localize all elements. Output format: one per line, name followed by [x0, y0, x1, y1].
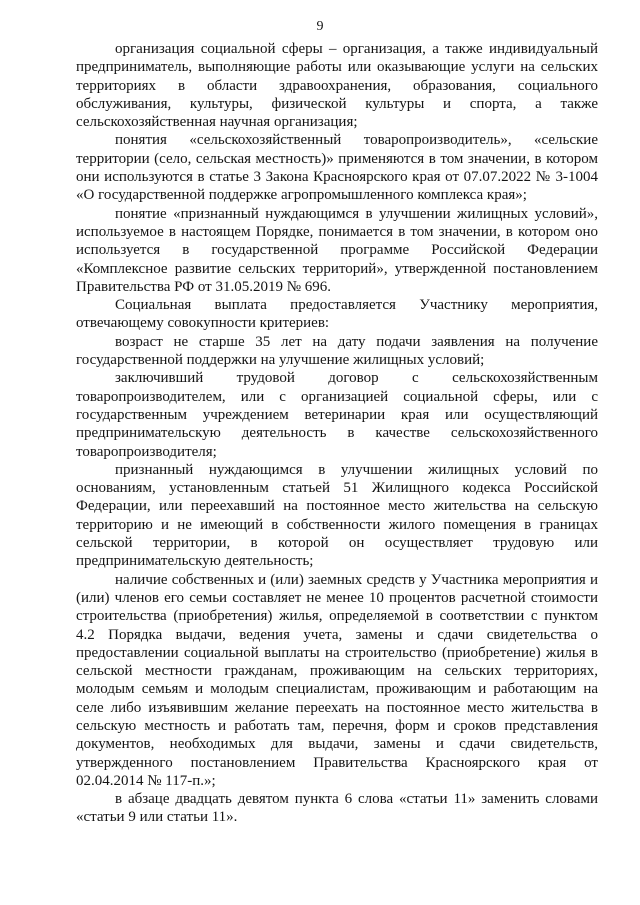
- paragraph-criterion-employment: заключивший трудовой договор с сельскохозяйственным товаропроизводителем, или с организацией социальной сферы, или с государственным учреждением ветеринарии края или осуществляющий предпринимательскую деятельность в качестве сельскохозяйственного товаропроизводителя;: [76, 370, 598, 460]
- document-body: [76, 40, 598, 827]
- paragraph-criterion-housing-need: признанный нуждающимся в улучшении жилищных условий по основаниям, установленным статьей 51 Жилищного кодекса Российской Федерации, или переехавший на постоянное место жительства на сельскую территорию и не имеющий в собственности жилого помещения в границах сельской территории, в которой он осуществляет трудовую или предпринимательскую деятельность;: [76, 461, 598, 570]
- paragraph-social-organization: организация социальной сферы – организация, а также индивидуальный предприниматель, выполняющие работы или оказывающие услуги на сельских территориях в области здравоохранения, образования, социального обслуживания, культуры, физической культуры и спорта, а также сельскохозяйственная научная организация;: [76, 41, 598, 131]
- page-number: 9: [316, 19, 324, 34]
- paragraph-criterion-own-funds: наличие собственных и (или) заемных средств у Участника мероприятия и (или) членов его семьи составляет не менее 10 процентов расчетной стоимости строительства (приобретения) жилья, определяемой в соответствии с пунктом 4.2 Порядка выдачи, ведения учета, замены и сдачи свидетельства о предоставлении социальной выплаты на строительство (приобретение) жилья в сельской местности гражданам, проживающим на сельских территориях, молодым семьям и молодым специалистам, проживающим и работающим на селе либо изъявившим желание переехать на постоянное место жительства в сельскую местность и работать там, перечня, форм и сроков представления документов, необходимых для выдачи, замены и сдачи свидетельств, утвержденного постановлением Правительства Красноярского края от 02.04.2014 № 117-п.»;: [76, 571, 598, 789]
- paragraph-criterion-age: возраст не старше 35 лет на дату подачи заявления на получение государственной поддержки на улучшение жилищных условий;: [76, 333, 598, 369]
- paragraph-housing-needs-definition: понятие «признанный нуждающимся в улучшении жилищных условий», используемое в настоящем Порядке, понимается в том значении, в котором оно используется в государственной программе Российской Федерации «Комплексное развитие сельских территорий», утвержденной постановлением Правительства РФ от 31.05.2019 № 696.: [76, 205, 598, 295]
- paragraph-criteria-intro: Социальная выплата предоставляется Участнику мероприятия, отвечающему совокупности критериев:: [76, 297, 598, 332]
- paragraph-amendment: в абзаце двадцать девятом пункта 6 слова «статьи 11» заменить словами «статьи 9 или статьи 11».: [76, 791, 598, 826]
- paragraph-agricultural-producer-definition: понятия «сельскохозяйственный товаропроизводитель», «сельские территории (село, сельская местность)» применяются в том значении, в котором они используются в статье 3 Закона Красноярского края от 07.07.2022 № 3-1004 «О государственной поддержке агропромышленного комплекса края»;: [76, 132, 598, 204]
